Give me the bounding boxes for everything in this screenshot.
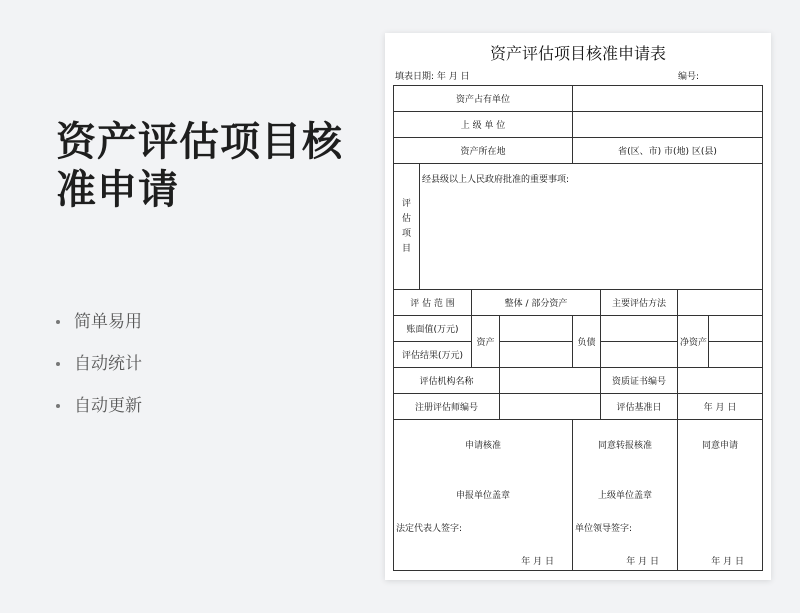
scope-value[interactable]: 整体 / 部分资产 bbox=[472, 290, 601, 316]
base-date-value[interactable]: 年 月 日 bbox=[678, 394, 763, 420]
feature-label: 简单易用 bbox=[74, 312, 142, 332]
apply-approval-block[interactable] bbox=[394, 420, 573, 571]
bullet-icon bbox=[56, 404, 60, 408]
bullet-icon bbox=[56, 320, 60, 324]
project-label bbox=[394, 164, 420, 290]
main-method-label: 主要评估方法 bbox=[601, 290, 678, 316]
project-label-text: 评估项目 bbox=[401, 198, 411, 254]
form-document bbox=[385, 33, 771, 580]
appraiser-no-value[interactable] bbox=[500, 394, 601, 420]
feature-item bbox=[56, 310, 142, 352]
book-value-label: 账面值(万元) bbox=[394, 316, 472, 342]
page-title: 资产评估项目核准申请 bbox=[56, 119, 343, 213]
feature-label: 自动统计 bbox=[74, 354, 142, 374]
asset-owner-label: 资产占有单位 bbox=[394, 86, 573, 112]
feature-item bbox=[56, 394, 142, 436]
form-title: 资产评估项目核准申请表 bbox=[489, 44, 666, 63]
legal-rep-sign-label: 法定代表人签字: bbox=[396, 524, 463, 534]
agree-application-heading: 同意申请 bbox=[702, 441, 739, 451]
assets-label: 资产 bbox=[472, 316, 500, 368]
applicant-seal-label: 申报单位盖章 bbox=[456, 491, 511, 501]
result-assets-value[interactable] bbox=[500, 342, 573, 368]
forward-approval-block[interactable] bbox=[573, 420, 678, 571]
feature-item bbox=[56, 352, 142, 394]
bullet-icon bbox=[56, 362, 60, 366]
agency-name-value[interactable] bbox=[500, 368, 601, 394]
leader-sign-label: 单位领导签字: bbox=[575, 524, 633, 534]
feature-label: 自动更新 bbox=[74, 396, 142, 416]
forward-date: 年 月 日 bbox=[626, 557, 660, 567]
main-method-value[interactable] bbox=[678, 290, 763, 316]
appraiser-no-label: 注册评估师编号 bbox=[394, 394, 500, 420]
agree-date: 年 月 日 bbox=[711, 557, 745, 567]
feature-list bbox=[56, 310, 142, 436]
agency-name-label: 评估机构名称 bbox=[394, 368, 500, 394]
asset-owner-value[interactable] bbox=[573, 86, 763, 112]
fill-date: 填表日期: 年 月 日 bbox=[395, 72, 470, 82]
asset-location-value[interactable]: 省(区、市) 市(地) 区(县) bbox=[573, 138, 763, 164]
number-label: 编号: bbox=[678, 72, 700, 82]
agree-application-block[interactable] bbox=[678, 420, 763, 571]
cert-no-label: 资质证书编号 bbox=[601, 368, 678, 394]
result-liabilities-value[interactable] bbox=[601, 342, 678, 368]
cert-no-value[interactable] bbox=[678, 368, 763, 394]
superior-unit-label: 上 级 单 位 bbox=[394, 112, 573, 138]
scope-label: 评 估 范 围 bbox=[394, 290, 472, 316]
apply-date: 年 月 日 bbox=[521, 557, 555, 567]
superior-unit-value[interactable] bbox=[573, 112, 763, 138]
forward-approval-heading: 同意转报核准 bbox=[598, 441, 653, 451]
liabilities-label: 负债 bbox=[573, 316, 601, 368]
project-note[interactable]: 经县级以上人民政府批准的重要事项: bbox=[420, 164, 763, 290]
application-table bbox=[393, 85, 763, 571]
book-liabilities-value[interactable] bbox=[601, 316, 678, 342]
book-assets-value[interactable] bbox=[500, 316, 573, 342]
apply-approval-heading: 申请核准 bbox=[465, 441, 502, 451]
book-net-value[interactable] bbox=[709, 316, 763, 342]
net-assets-label: 净资产 bbox=[678, 316, 709, 368]
base-date-label: 评估基准日 bbox=[601, 394, 678, 420]
result-net-value[interactable] bbox=[709, 342, 763, 368]
result-value-label: 评估结果(万元) bbox=[394, 342, 472, 368]
superior-seal-label: 上级单位盖章 bbox=[598, 491, 653, 501]
asset-location-label: 资产所在地 bbox=[394, 138, 573, 164]
